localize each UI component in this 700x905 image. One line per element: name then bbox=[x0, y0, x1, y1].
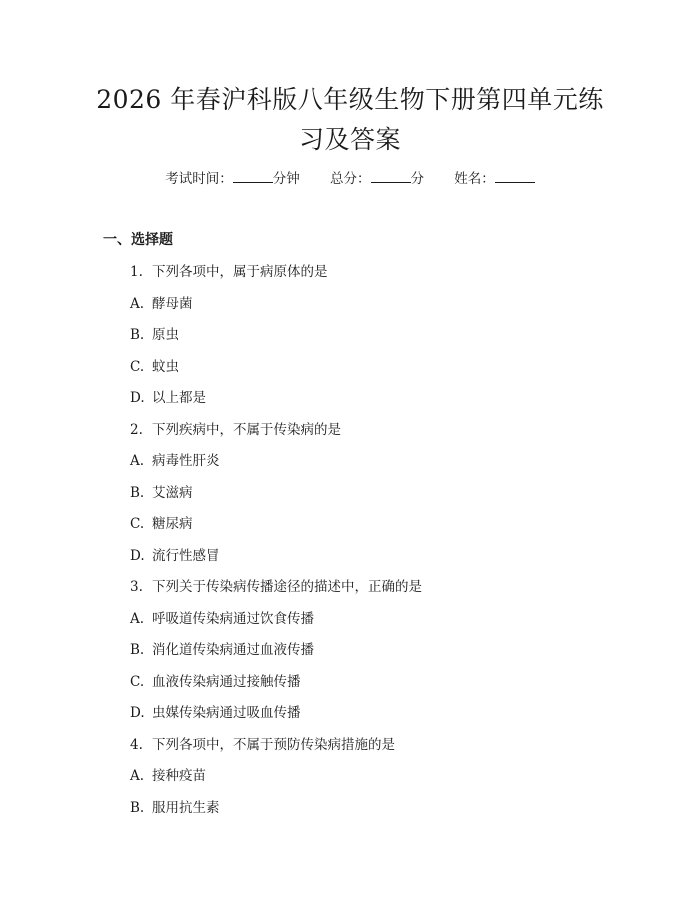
document-title bbox=[90, 80, 610, 160]
option-letter: B. bbox=[130, 484, 145, 501]
answer-option[interactable] bbox=[130, 446, 650, 478]
student-name-label: 姓名： bbox=[454, 171, 495, 187]
answer-option[interactable] bbox=[130, 320, 650, 352]
student-name-field bbox=[454, 168, 535, 189]
option-letter: D. bbox=[130, 547, 145, 564]
option-letter: D. bbox=[130, 705, 145, 721]
exam-info-line bbox=[0, 168, 700, 189]
question-stem bbox=[130, 257, 650, 289]
question-stem bbox=[130, 415, 650, 447]
option-text: 服用抗生素 bbox=[152, 799, 220, 816]
question-number: 2. bbox=[130, 421, 143, 438]
answer-option[interactable] bbox=[130, 761, 650, 793]
option-text: 病毒性肝炎 bbox=[152, 453, 220, 469]
question-text: 下列关于传染病传播途径的描述中，正确的是 bbox=[152, 579, 422, 595]
total-score-unit: 分 bbox=[410, 171, 424, 187]
answer-option[interactable] bbox=[130, 635, 650, 667]
student-name-blank[interactable] bbox=[495, 168, 535, 183]
answer-option[interactable] bbox=[130, 509, 650, 541]
option-text: 艾滋病 bbox=[152, 484, 193, 501]
question-text: 下列各项中，不属于预防传染病措施的是 bbox=[152, 736, 395, 753]
answer-option[interactable] bbox=[130, 478, 650, 510]
question-stem bbox=[130, 572, 650, 604]
exam-time-blank[interactable] bbox=[233, 168, 273, 183]
option-text: 糖尿病 bbox=[152, 516, 193, 532]
question-number: 4. bbox=[130, 736, 143, 753]
answer-option[interactable] bbox=[130, 383, 650, 415]
answer-option[interactable] bbox=[130, 667, 650, 699]
option-letter: A. bbox=[130, 610, 145, 627]
total-score-field bbox=[330, 168, 424, 189]
option-letter: C. bbox=[130, 673, 145, 690]
answer-option[interactable] bbox=[130, 793, 650, 825]
option-letter: A. bbox=[130, 453, 145, 469]
title-line-1: 2026 年春沪科版八年级生物下册第四单元练 bbox=[96, 85, 604, 114]
option-text: 原虫 bbox=[152, 327, 179, 343]
option-text: 以上都是 bbox=[152, 390, 206, 406]
question-list bbox=[130, 257, 650, 824]
exam-time-unit: 分钟 bbox=[272, 171, 300, 187]
option-letter: C. bbox=[130, 358, 145, 375]
option-text: 酵母菌 bbox=[152, 295, 193, 312]
option-text: 蚊虫 bbox=[152, 358, 179, 375]
option-text: 血液传染病通过接触传播 bbox=[152, 673, 301, 690]
option-text: 接种疫苗 bbox=[152, 768, 206, 784]
option-letter: B. bbox=[130, 642, 145, 658]
option-letter: B. bbox=[130, 799, 145, 816]
answer-option[interactable] bbox=[130, 352, 650, 384]
option-letter: B. bbox=[130, 327, 145, 343]
option-letter: C. bbox=[130, 516, 145, 532]
total-score-label: 总分： bbox=[330, 171, 371, 187]
section-heading: 一、选择题 bbox=[103, 232, 173, 248]
option-letter: D. bbox=[130, 390, 145, 406]
total-score-blank[interactable] bbox=[371, 168, 411, 183]
question-text: 下列疾病中，不属于传染病的是 bbox=[152, 421, 341, 438]
option-text: 消化道传染病通过血液传播 bbox=[152, 642, 314, 658]
option-text: 流行性感冒 bbox=[152, 547, 220, 564]
exam-time-field bbox=[165, 168, 300, 189]
option-text: 虫媒传染病通过吸血传播 bbox=[152, 705, 301, 721]
question-text: 下列各项中，属于病原体的是 bbox=[152, 264, 328, 280]
option-text: 呼吸道传染病通过饮食传播 bbox=[152, 610, 314, 627]
title-line-2: 习及答案 bbox=[298, 125, 401, 154]
option-letter: A. bbox=[130, 768, 145, 784]
exam-time-label: 考试时间： bbox=[165, 171, 233, 187]
question-number: 1. bbox=[130, 264, 143, 280]
question-number: 3. bbox=[130, 579, 143, 595]
answer-option[interactable] bbox=[130, 604, 650, 636]
answer-option[interactable] bbox=[130, 541, 650, 573]
option-letter: A. bbox=[130, 295, 145, 312]
question-stem bbox=[130, 730, 650, 762]
answer-option[interactable] bbox=[130, 289, 650, 321]
answer-option[interactable] bbox=[130, 698, 650, 730]
